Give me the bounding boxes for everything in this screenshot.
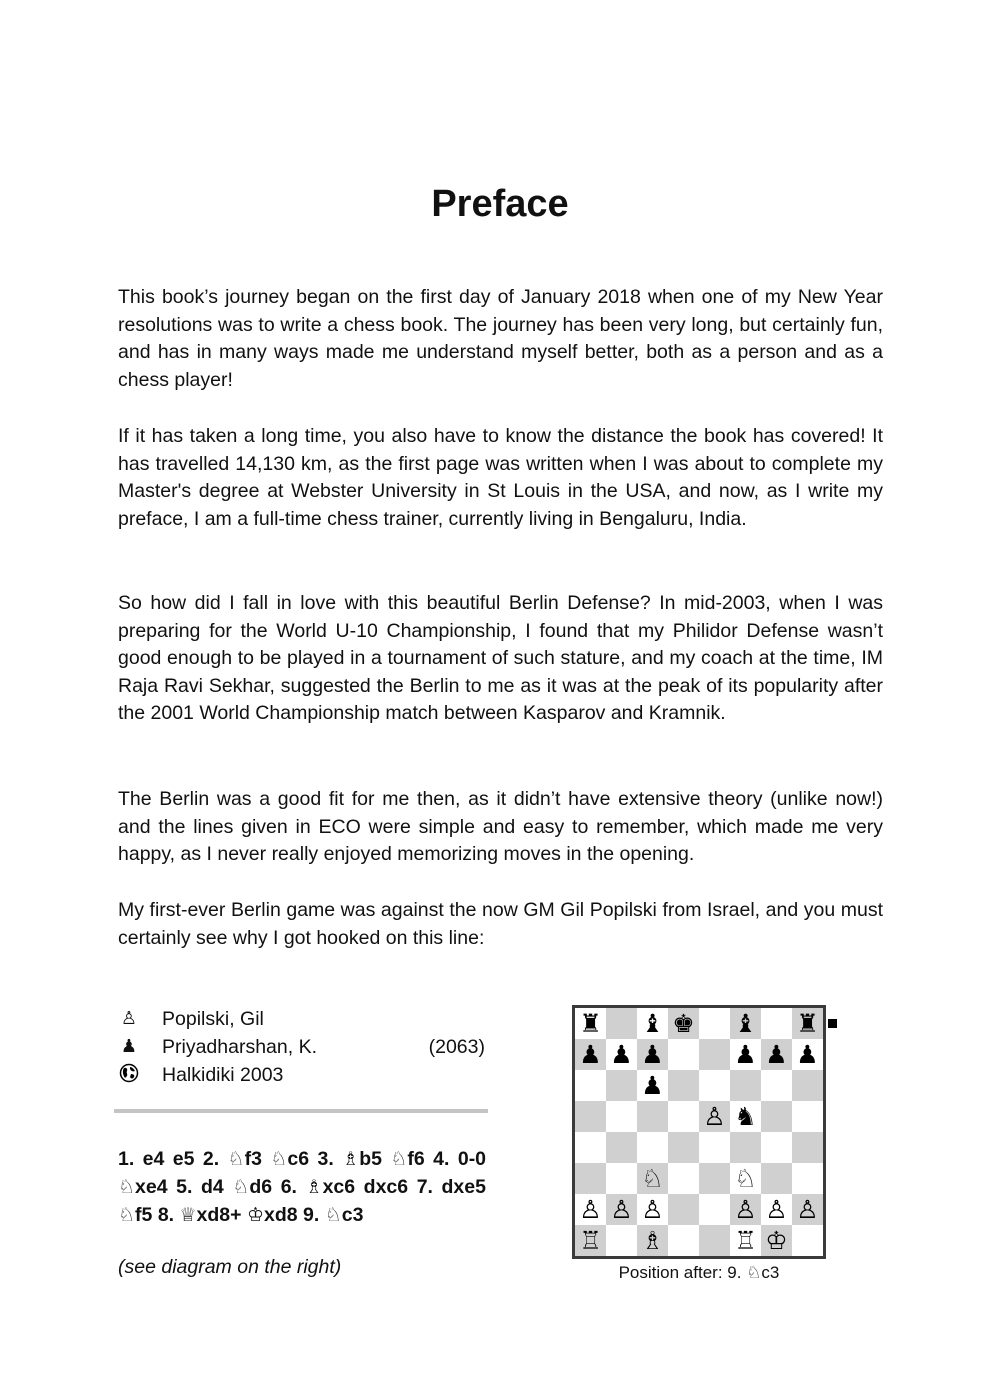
square-h1	[792, 1225, 823, 1256]
square-c1	[637, 1225, 668, 1256]
move-text: dxe5	[441, 1176, 486, 1198]
square-e1	[699, 1225, 730, 1256]
chess-piece-icon: ♙	[765, 1195, 788, 1224]
chess-piece-icon: ♙	[796, 1195, 819, 1224]
chess-board	[572, 1005, 826, 1259]
square-h7	[792, 1039, 823, 1070]
square-c3	[637, 1163, 668, 1194]
square-b1	[606, 1225, 637, 1256]
globe-icon	[118, 1061, 140, 1089]
move-text: f6	[407, 1148, 425, 1170]
move-text: xd8	[264, 1204, 298, 1226]
chess-piece-icon: ♝	[641, 1009, 664, 1038]
paragraph-distance: If it has taken a long time, you also have to know the distance the book has covered! It has travelled 14,130 km, as the first page was written when I was about to complete my Master's degree at Webster University in St Louis in the USA, and now, as I write my preface, I am a full-time chess trainer, currently living in Bengaluru, India.	[118, 425, 883, 530]
piece-figurine-icon: ♔	[246, 1204, 265, 1226]
square-d1	[668, 1225, 699, 1256]
square-c5	[637, 1101, 668, 1132]
chess-piece-icon: ♟	[610, 1040, 633, 1069]
chess-piece-icon: ♟	[579, 1040, 602, 1069]
page-title: Preface	[431, 183, 569, 225]
square-a2	[575, 1194, 606, 1225]
piece-figurine-icon: ♘	[232, 1176, 250, 1198]
square-e3	[699, 1163, 730, 1194]
piece-figurine-icon: ♕	[179, 1204, 197, 1226]
square-h4	[792, 1132, 823, 1163]
square-a5	[575, 1101, 606, 1132]
square-f2	[730, 1194, 761, 1225]
chess-piece-icon: ♖	[579, 1226, 602, 1255]
square-e8	[699, 1008, 730, 1039]
chess-piece-icon: ♟	[641, 1071, 664, 1100]
chess-piece-icon: ♟	[796, 1040, 819, 1069]
move-text: d4	[200, 1176, 224, 1198]
square-e4	[699, 1132, 730, 1163]
piece-figurine-icon: ♗	[342, 1148, 360, 1170]
black-player-row	[118, 1033, 490, 1061]
piece-figurine-icon: ♘	[227, 1148, 245, 1170]
square-h5	[792, 1101, 823, 1132]
piece-figurine-icon: ♘	[324, 1204, 342, 1226]
move-number: 2.	[202, 1148, 228, 1170]
square-f8	[730, 1008, 761, 1039]
move-text: dxc6	[363, 1176, 409, 1198]
piece-figurine-icon: ♘	[270, 1148, 288, 1170]
piece-figurine-icon: ♘	[390, 1148, 408, 1170]
paragraph-good-fit: The Berlin was a good fit for me then, as it didn’t have extensive theory (unlike now!) and the lines given in ECO were simple and easy to remember, which made me very happy, as I never really enjoyed memorizing moves in the opening.	[118, 788, 883, 866]
chess-piece-icon: ♜	[579, 1009, 602, 1038]
move-text: xe4	[135, 1176, 168, 1198]
square-g7	[761, 1039, 792, 1070]
white-pawn-icon: ♙	[120, 1008, 138, 1029]
piece-figurine-icon: ♗	[305, 1176, 323, 1198]
square-a6	[575, 1070, 606, 1101]
move-number: 4.	[433, 1148, 458, 1170]
move-text: d6	[249, 1176, 273, 1198]
knight-icon: ♘	[746, 1263, 762, 1283]
chess-piece-icon: ♟	[734, 1040, 757, 1069]
square-b7	[606, 1039, 637, 1070]
square-b4	[606, 1132, 637, 1163]
square-f3	[730, 1163, 761, 1194]
chess-piece-icon: ♘	[734, 1164, 757, 1193]
square-a8	[575, 1008, 606, 1039]
square-b2	[606, 1194, 637, 1225]
square-g2	[761, 1194, 792, 1225]
move-number: 6.	[280, 1176, 306, 1198]
move-text: b5	[359, 1148, 382, 1170]
square-d6	[668, 1070, 699, 1101]
event-row	[118, 1061, 490, 1089]
square-h3	[792, 1163, 823, 1194]
black-pawn-icon: ♟	[120, 1036, 138, 1057]
move-number: 8.	[157, 1204, 180, 1226]
square-f4	[730, 1132, 761, 1163]
square-h6	[792, 1070, 823, 1101]
square-b6	[606, 1070, 637, 1101]
square-f7	[730, 1039, 761, 1070]
square-f5	[730, 1101, 761, 1132]
caption-square: c3	[761, 1263, 780, 1282]
square-c6	[637, 1070, 668, 1101]
square-b8	[606, 1008, 637, 1039]
move-number: 5.	[176, 1176, 201, 1198]
move-number: 3.	[317, 1148, 343, 1170]
white-player-row	[118, 1005, 490, 1033]
piece-figurine-icon: ♘	[118, 1176, 136, 1198]
square-h8	[792, 1008, 823, 1039]
move-text: f5	[135, 1204, 153, 1226]
square-g5	[761, 1101, 792, 1132]
square-e2	[699, 1194, 730, 1225]
square-b3	[606, 1163, 637, 1194]
square-d8	[668, 1008, 699, 1039]
chess-piece-icon: ♙	[703, 1102, 726, 1131]
side-to-move-marker	[828, 1019, 837, 1028]
diagram-caption	[572, 1263, 826, 1283]
section-divider	[114, 1109, 488, 1113]
square-f1	[730, 1225, 761, 1256]
square-g8	[761, 1008, 792, 1039]
chess-piece-icon: ♟	[641, 1040, 664, 1069]
piece-figurine-icon: ♘	[118, 1204, 136, 1226]
chess-piece-icon: ♝	[734, 1009, 757, 1038]
square-d2	[668, 1194, 699, 1225]
chess-piece-icon: ♟	[765, 1040, 788, 1069]
square-a7	[575, 1039, 606, 1070]
chess-piece-icon: ♙	[734, 1195, 757, 1224]
square-h2	[792, 1194, 823, 1225]
chess-piece-icon: ♗	[641, 1226, 664, 1255]
move-text: e4 e5	[142, 1148, 195, 1170]
chess-piece-icon: ♖	[734, 1226, 757, 1255]
square-a3	[575, 1163, 606, 1194]
square-a4	[575, 1132, 606, 1163]
move-text: f3	[244, 1148, 262, 1170]
square-g3	[761, 1163, 792, 1194]
paragraph-journey: This book’s journey began on the first day of January 2018 when one of my New Year resolutions was to write a chess book. The journey has been very long, but certainly fun, and has in many ways made me understand myself better, both as a person and as a chess player!	[118, 286, 883, 391]
event-name: Halkidiki 2003	[162, 1064, 284, 1086]
square-d4	[668, 1132, 699, 1163]
chess-piece-icon: ♔	[765, 1226, 788, 1255]
square-d7	[668, 1039, 699, 1070]
caption-prefix: Position after: 9.	[618, 1263, 747, 1282]
move-number: 7.	[416, 1176, 442, 1198]
move-text: c6	[287, 1148, 310, 1170]
square-a1	[575, 1225, 606, 1256]
square-e6	[699, 1070, 730, 1101]
square-g1	[761, 1225, 792, 1256]
move-list	[118, 1145, 486, 1229]
chess-piece-icon: ♜	[796, 1009, 819, 1038]
move-text: c3	[341, 1204, 364, 1226]
move-text: xc6	[322, 1176, 356, 1198]
white-player-name: Popilski, Gil	[162, 1008, 264, 1030]
square-g6	[761, 1070, 792, 1101]
square-c7	[637, 1039, 668, 1070]
square-d5	[668, 1101, 699, 1132]
black-player-rating: (2063)	[428, 1036, 485, 1058]
square-c2	[637, 1194, 668, 1225]
square-g4	[761, 1132, 792, 1163]
square-e5	[699, 1101, 730, 1132]
square-c4	[637, 1132, 668, 1163]
move-number: 1.	[118, 1148, 143, 1170]
game-header	[118, 1005, 490, 1089]
paragraph-first-game: My first-ever Berlin game was against the now GM Gil Popilski from Israel, and you must certainly see why I got hooked on this line:	[118, 899, 883, 949]
chess-piece-icon: ♙	[579, 1195, 602, 1224]
chess-piece-icon: ♙	[641, 1195, 664, 1224]
square-e7	[699, 1039, 730, 1070]
square-f6	[730, 1070, 761, 1101]
black-player-name: Priyadharshan, K.	[162, 1036, 318, 1058]
square-c8	[637, 1008, 668, 1039]
square-b5	[606, 1101, 637, 1132]
paragraph-berlin-love: So how did I fall in love with this beautiful Berlin Defense? In mid-2003, when I was preparing for the World U-10 Championship, I found that my Philidor Defense wasn’t good enough to be played in a tournament of such stature, and my coach at the time, IM Raja Ravi Sekhar, suggested the Berlin to me as it was at the peak of its popularity after the 2001 World Championship match between Kasparov and Kramnik.	[118, 592, 883, 725]
move-number: 9.	[303, 1204, 325, 1226]
move-text: 0-0	[457, 1148, 487, 1170]
chess-piece-icon: ♘	[641, 1164, 664, 1193]
move-text: xd8+	[196, 1204, 242, 1226]
chess-piece-icon: ♚	[672, 1009, 695, 1038]
chess-piece-icon: ♞	[734, 1102, 757, 1131]
see-diagram-note: (see diagram on the right)	[118, 1256, 342, 1278]
square-d3	[668, 1163, 699, 1194]
chess-piece-icon: ♙	[610, 1195, 633, 1224]
